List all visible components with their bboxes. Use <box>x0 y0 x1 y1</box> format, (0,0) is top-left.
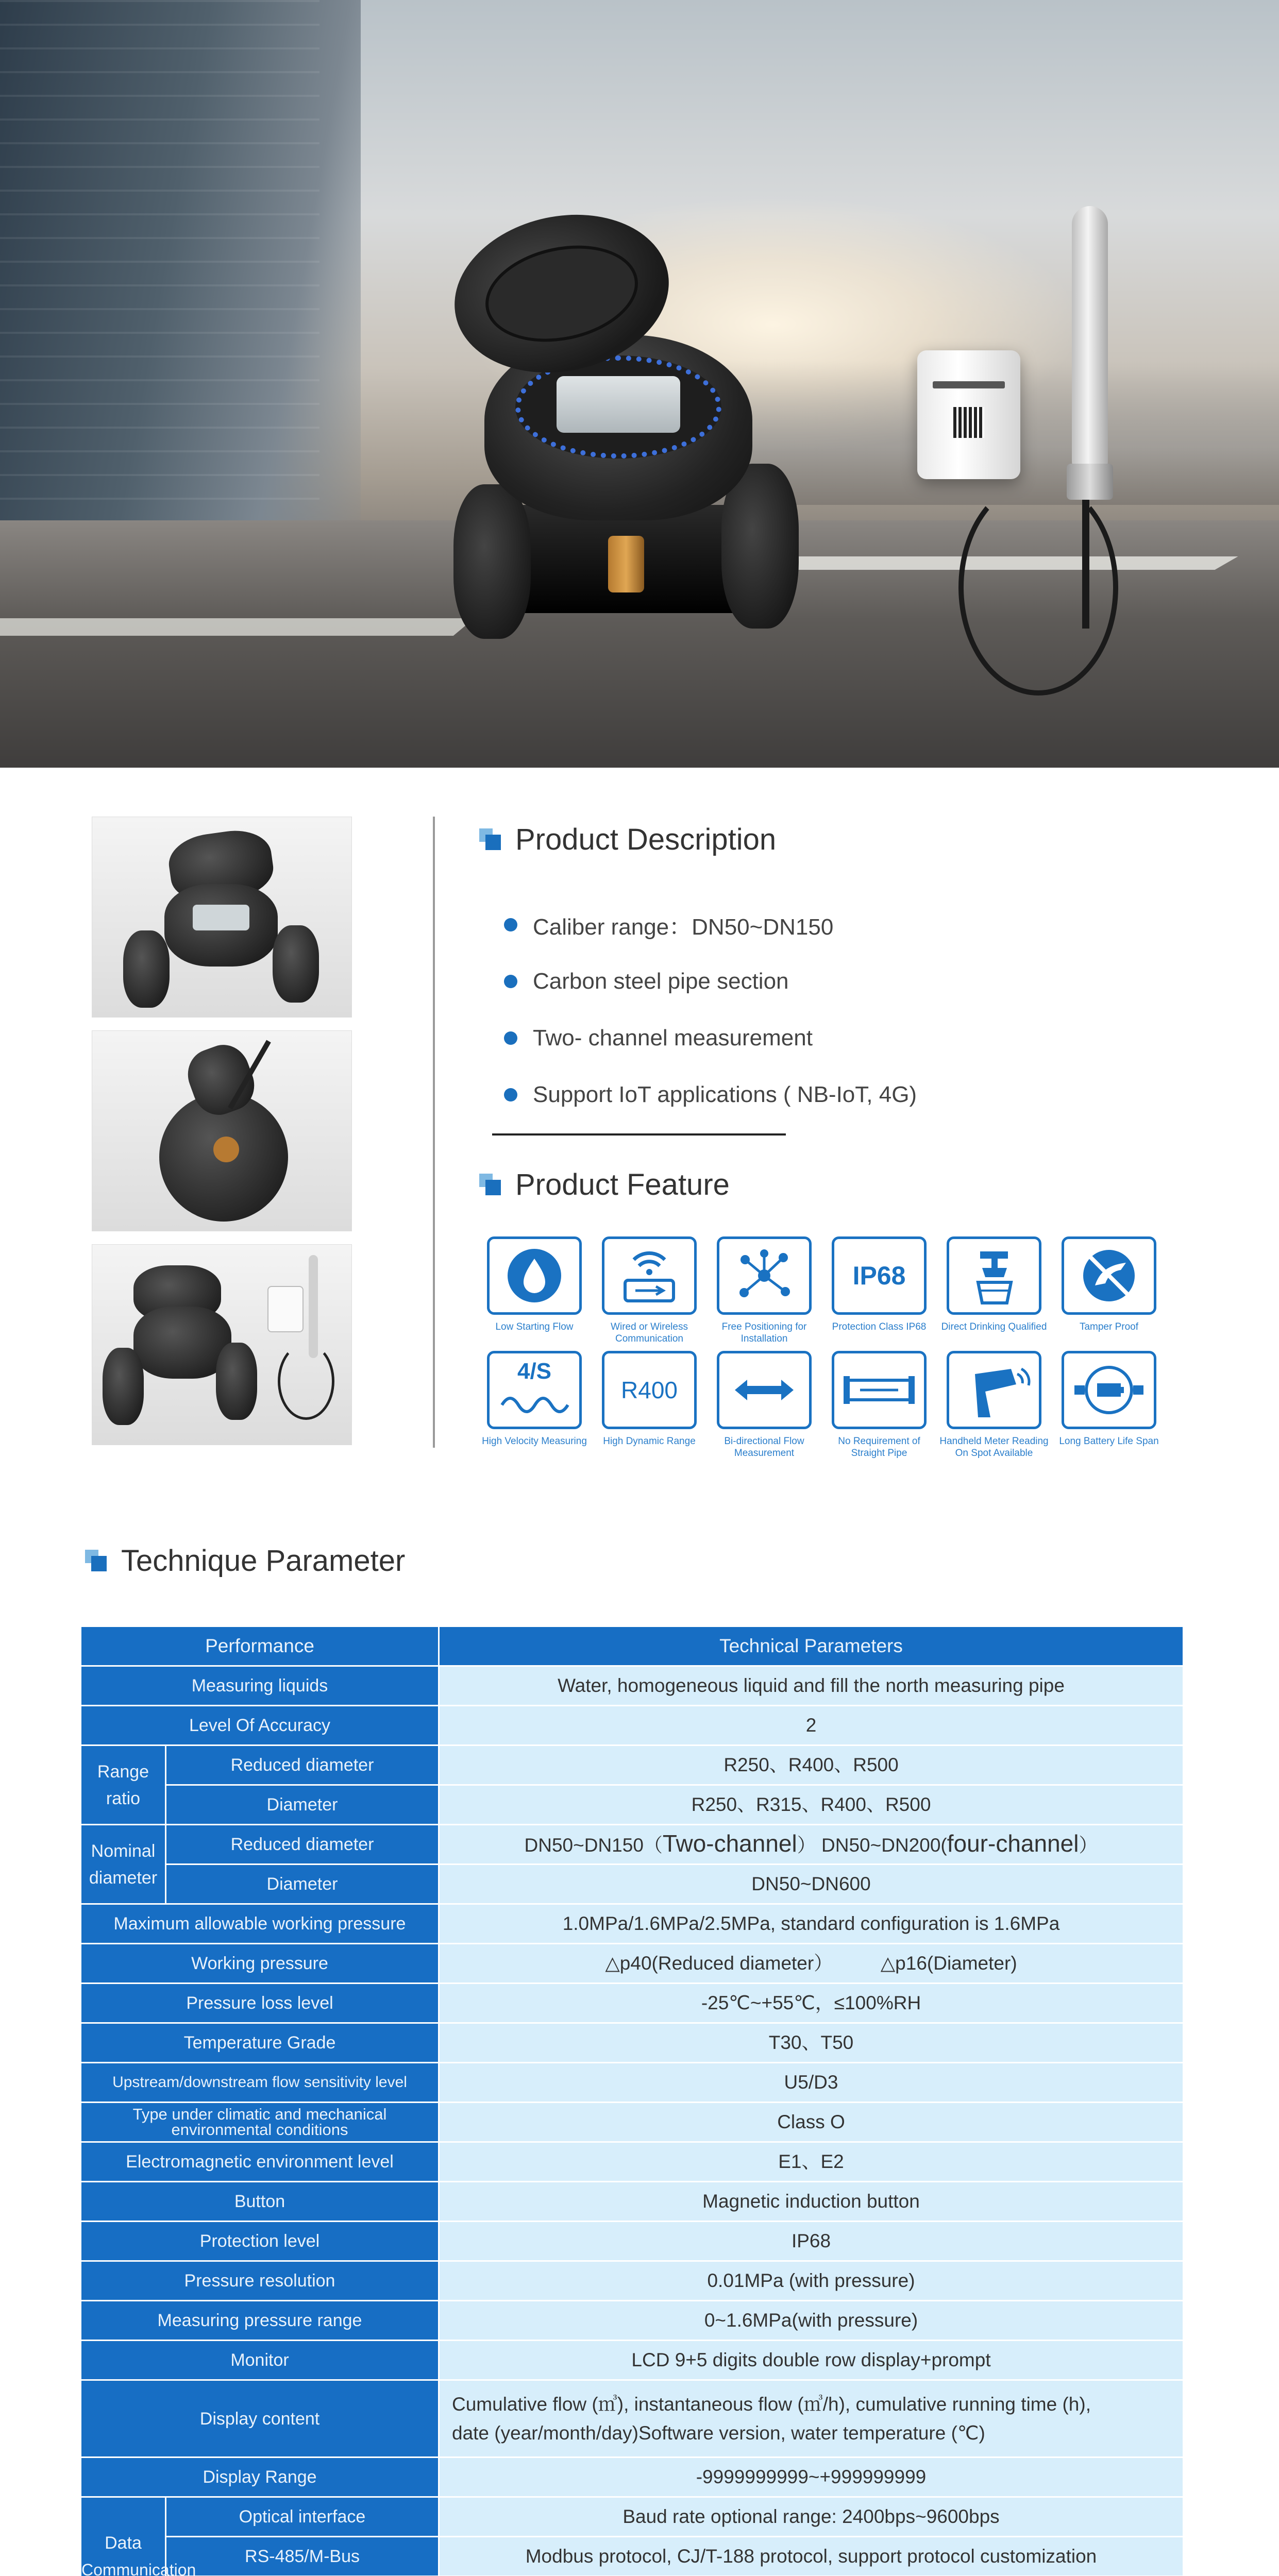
feature-wired-wireless: Wired or Wireless Communication <box>593 1236 706 1345</box>
table-row: Pressure loss level -25℃~+55℃，≤100%RH <box>81 1984 1184 2023</box>
bullet-dot-icon <box>504 1031 517 1045</box>
list-item: Caliber range：DN50~DN150 <box>504 896 1174 953</box>
handheld-reader-icon <box>947 1351 1041 1429</box>
bullet-dot-icon <box>504 1088 517 1101</box>
table-header-row: Performance Technical Parameters <box>81 1626 1184 1666</box>
section-bullet-icon <box>479 1174 502 1196</box>
drinking-tap-icon <box>947 1236 1041 1315</box>
ip68-icon: IP68 <box>832 1236 927 1315</box>
feature-low-starting-flow: Low Starting Flow <box>478 1236 591 1333</box>
table-row: Electromagnetic environment level E1、E2 <box>81 2142 1184 2182</box>
feature-handheld-reading: Handheld Meter Reading On Spot Available <box>937 1351 1051 1459</box>
section-title: Technique Parameter <box>121 1544 406 1578</box>
antenna-image <box>1072 206 1108 479</box>
bullet-dot-icon <box>504 975 517 988</box>
section-bullet-icon <box>85 1550 108 1572</box>
table-row: Pressure resolution 0.01MPa (with pressure) <box>81 2261 1184 2301</box>
r400-icon: R400 <box>602 1351 697 1429</box>
section-title: Product Feature <box>515 1168 730 1201</box>
table-row: Level Of Accuracy 2 <box>81 1706 1184 1745</box>
table-row: Monitor LCD 9+5 digits double row display+prompt <box>81 2341 1184 2380</box>
feature-free-positioning: Free Positioning for Installation <box>708 1236 821 1345</box>
velocity-wave-icon: 4/S <box>487 1351 582 1429</box>
table-row: Protection level IP68 <box>81 2222 1184 2261</box>
table-row: Diameter R250、R315、R400、R500 <box>81 1785 1184 1825</box>
product-thumbnail-with-module[interactable] <box>92 1244 352 1445</box>
bidirectional-arrows-icon <box>717 1351 812 1429</box>
list-item: Carbon steel pipe section <box>504 953 1174 1010</box>
list-item: Two- channel measurement <box>504 1010 1174 1066</box>
description-list <box>504 896 1174 1123</box>
product-feature-heading <box>479 1167 730 1202</box>
antenna-cable <box>958 479 1118 696</box>
feature-bidirectional: Bi-directional Flow Measurement <box>708 1351 821 1459</box>
table-row: Measuring liquids Water, homogeneous liquid and fill the north measuring pipe <box>81 1666 1184 1706</box>
communication-module-image <box>917 350 1020 479</box>
table-row: Display content Cumulative flow (㎥), instantaneous flow (㎥/h), cumulative running time (h), date (year/month/day)Software version, water temperature (℃) <box>81 2380 1184 2458</box>
product-description-heading <box>479 822 776 857</box>
wireless-usb-icon <box>602 1236 697 1315</box>
network-nodes-icon <box>717 1236 812 1315</box>
feature-high-velocity: 4/S High Velocity Measuring <box>478 1351 591 1447</box>
table-row: Button Magnetic induction button <box>81 2182 1184 2222</box>
antenna-base <box>1067 464 1113 500</box>
table-row: RS-485/M-Bus Modbus protocol, CJ/T-188 protocol, support protocol customization <box>81 2537 1184 2576</box>
table-row: Nominal diameter Reduced diameter DN50~DN150（Two-channel） DN50~DN200(four-channel） <box>81 1825 1184 1865</box>
vertical-divider <box>433 817 435 1448</box>
table-row: Measuring pressure range 0~1.6MPa(with pressure) <box>81 2301 1184 2341</box>
horizontal-divider <box>492 1133 786 1136</box>
tamper-hand-icon <box>1062 1236 1156 1315</box>
table-row: Upstream/downstream flow sensitivity level U5/D3 <box>81 2063 1184 2103</box>
feature-no-straight-pipe: No Requirement of Straight Pipe <box>822 1351 936 1459</box>
product-thumbnail-front[interactable] <box>92 817 352 1018</box>
table-row: Working pressure △p40(Reduced diameter） △p16(Diameter) <box>81 1944 1184 1984</box>
feature-tamper-proof: Tamper Proof <box>1052 1236 1166 1333</box>
building-windows <box>0 0 319 598</box>
section-bullet-icon <box>479 828 502 851</box>
table-row: Type under climatic and mechanical environmental conditions Class O <box>81 2103 1184 2142</box>
technique-parameter-table <box>80 1625 1184 2576</box>
antenna-cable <box>1082 495 1089 629</box>
product-thumbnail-side[interactable] <box>92 1030 352 1231</box>
table-row: Display Range -9999999999~+999999999 <box>81 2458 1184 2497</box>
feature-long-battery: Long Battery Life Span <box>1052 1351 1166 1447</box>
table-row: Range ratio Reduced diameter R250、R400、R500 <box>81 1745 1184 1785</box>
bullet-dot-icon <box>504 918 517 931</box>
feature-ip68: IP68 Protection Class IP68 <box>822 1236 936 1333</box>
table-row: Diameter DN50~DN600 <box>81 1865 1184 1904</box>
battery-life-icon <box>1062 1351 1156 1429</box>
table-row: Maximum allowable working pressure 1.0MPa/1.6MPa/2.5MPa, standard configuration is 1.6MPa <box>81 1904 1184 1944</box>
feature-direct-drinking: Direct Drinking Qualified <box>937 1236 1051 1333</box>
table-row: Data Communication Optical interface Baud rate optional range: 2400bps~9600bps <box>81 2497 1184 2537</box>
ultrasonic-water-meter-image <box>453 216 835 639</box>
hero-banner <box>0 0 1279 768</box>
list-item: Support IoT applications ( NB-IoT, 4G) <box>504 1066 1174 1123</box>
road-marking <box>0 618 474 636</box>
feature-high-dynamic-range: R400 High Dynamic Range <box>593 1351 706 1447</box>
straight-pipe-icon <box>832 1351 927 1429</box>
technique-parameter-heading <box>85 1544 405 1578</box>
water-drop-icon <box>487 1236 582 1315</box>
section-title: Product Description <box>515 823 777 856</box>
table-row: Temperature Grade T30、T50 <box>81 2023 1184 2063</box>
